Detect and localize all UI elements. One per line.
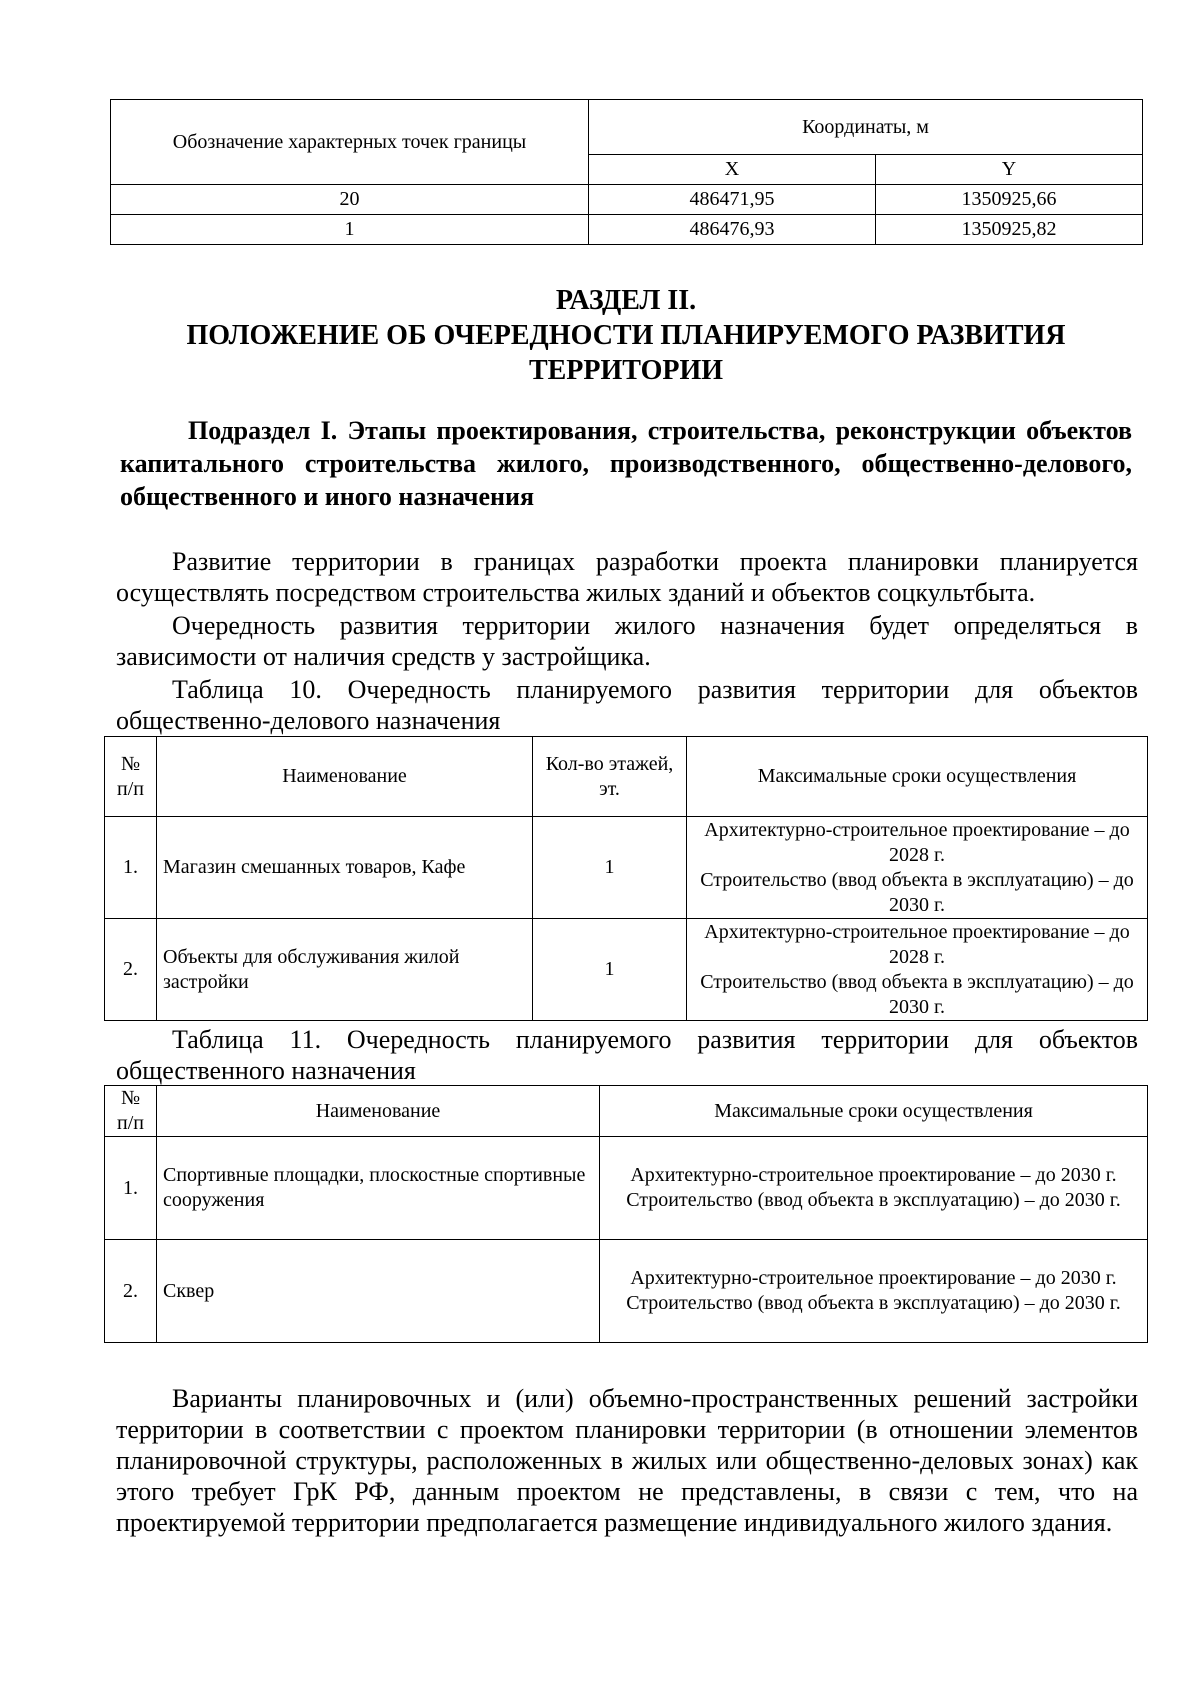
x-cell: 486471,95 <box>589 185 876 215</box>
floors-cell: 1 <box>533 919 687 1021</box>
point-cell: 20 <box>111 185 589 215</box>
table-row <box>105 919 1148 1021</box>
col-coords-header: Координаты, м <box>589 100 1143 155</box>
num-cell: 1. <box>105 817 157 919</box>
term-design: Архитектурно-строительное проектирование – до 2028 г. <box>704 920 1130 968</box>
y-cell: 1350925,66 <box>876 185 1143 215</box>
terms-cell <box>600 1240 1148 1343</box>
col-terms-header: Максимальные сроки осуществления <box>600 1086 1148 1137</box>
term-design: Архитектурно-строительное проектирование – до 2030 г. <box>630 1164 1117 1186</box>
term-design: Архитектурно-строительное проектирование – до 2028 г. <box>704 818 1130 866</box>
name-cell: Сквер <box>157 1240 600 1343</box>
x-cell: 486476,93 <box>589 215 876 245</box>
section-subtitle-line1: ПОЛОЖЕНИЕ ОБ ОЧЕРЕДНОСТИ ПЛАНИРУЕМОГО РАЗВИТИЯ <box>186 320 1066 351</box>
col-y-header: Y <box>876 155 1143 185</box>
table-row <box>105 1137 1148 1240</box>
col-name-header: Наименование <box>157 737 533 817</box>
col-point-header: Обозначение характерных точек границы <box>111 100 589 185</box>
term-build: Строительство (ввод объекта в эксплуатацию) – до 2030 г. <box>626 1292 1121 1314</box>
paragraph-development: Развитие территории в границах разработки проекта планировки планируется осуществлять посредством строительства жилых зданий и объектов соцкультбыта. <box>116 547 1138 607</box>
num-cell: 1. <box>105 1137 157 1240</box>
table10-caption: Таблица 10. Очередность планируемого развития территории для объектов общественно-делового назначения <box>116 675 1138 735</box>
table-row <box>111 185 1143 215</box>
col-name-header: Наименование <box>157 1086 600 1137</box>
term-build: Строительство (ввод объекта в эксплуатацию) – до 2030 г. <box>700 970 1134 1018</box>
section-title: РАЗДЕЛ II. <box>555 285 697 316</box>
table11-caption: Таблица 11. Очередность планируемого развития территории для объектов общественного назначения <box>116 1025 1138 1085</box>
terms-cell <box>687 817 1148 919</box>
col-floors-header: Кол-во этажей, эт. <box>533 737 687 817</box>
table-11 <box>104 1085 1148 1343</box>
terms-cell <box>600 1137 1148 1240</box>
table-row <box>111 215 1143 245</box>
table-row <box>105 1240 1148 1343</box>
point-cell: 1 <box>111 215 589 245</box>
col-num-header: № п/п <box>105 737 157 817</box>
col-x-header: X <box>589 155 876 185</box>
section-subtitle-line2: ТЕРРИТОРИИ <box>528 355 724 386</box>
name-cell: Спортивные площадки, плоскостные спортивные сооружения <box>157 1137 600 1240</box>
col-num-header: № п/п <box>105 1086 157 1137</box>
subsection-title: Подраздел I. Этапы проектирования, строительства, реконструкции объектов капитального строительства жилого, производственного, общественно-делового, общественного и иного назначения <box>120 416 1132 511</box>
paragraph-sequence: Очередность развития территории жилого назначения будет определяться в зависимости от наличия средств у застройщика. <box>116 611 1138 671</box>
name-cell: Магазин смешанных товаров, Кафе <box>157 817 533 919</box>
term-build: Строительство (ввод объекта в эксплуатацию) – до 2030 г. <box>700 868 1134 916</box>
floors-cell: 1 <box>533 817 687 919</box>
col-terms-header: Максимальные сроки осуществления <box>687 737 1148 817</box>
terms-cell <box>687 919 1148 1021</box>
paragraph-final: Варианты планировочных и (или) объемно-пространственных решений застройки территории в соответствии с проектом планировки территории (в отношении элементов планировочной структуры, расположенных в жилых или общественно-деловых зонах) как этого требует ГрК РФ, данным проектом не представлены, в связи с тем, что на проектируемой территории предполагается размещение индивидуального жилого здания. <box>116 1384 1138 1537</box>
coordinates-table <box>110 99 1143 245</box>
num-cell: 2. <box>105 919 157 1021</box>
y-cell: 1350925,82 <box>876 215 1143 245</box>
term-design: Архитектурно-строительное проектирование – до 2030 г. <box>630 1267 1117 1289</box>
table-row <box>105 817 1148 919</box>
table-10 <box>104 736 1148 1021</box>
term-build: Строительство (ввод объекта в эксплуатацию) – до 2030 г. <box>626 1189 1121 1211</box>
name-cell: Объекты для обслуживания жилой застройки <box>157 919 533 1021</box>
num-cell: 2. <box>105 1240 157 1343</box>
